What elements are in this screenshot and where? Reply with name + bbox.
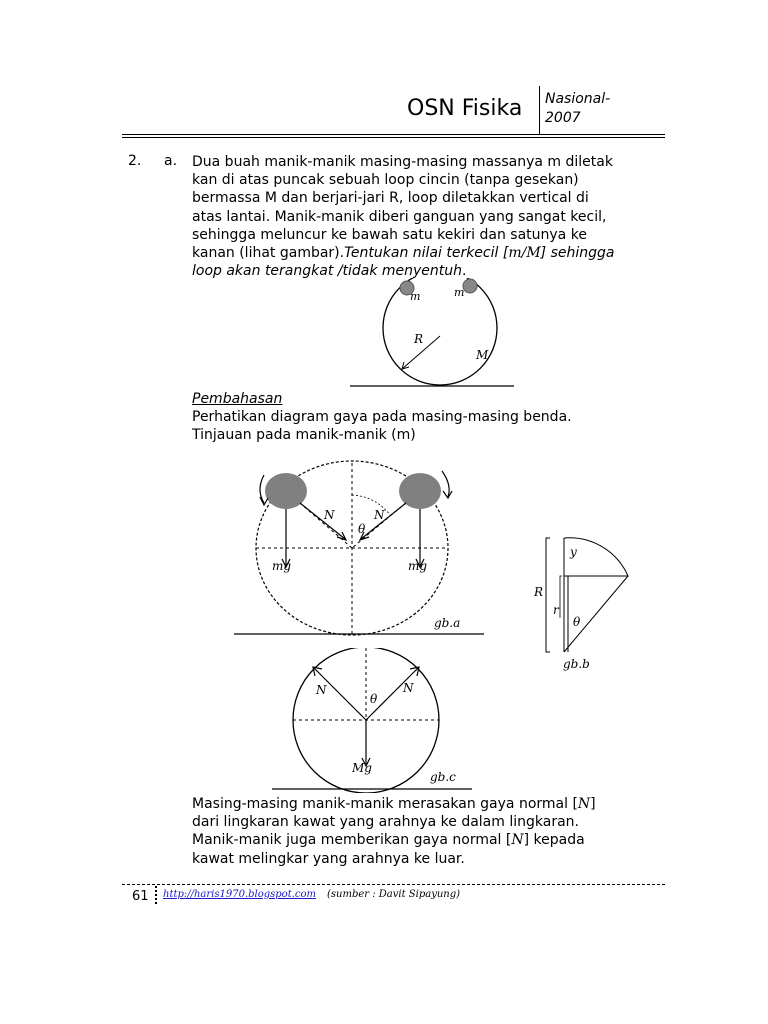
closing-line-3a: Manik-manik juga memberikan gaya normal [: [192, 832, 512, 849]
figure-c-caption: gb.c: [430, 770, 456, 784]
source-credit: (sumber : Davit Sipayung): [327, 889, 461, 900]
figure-b-R-bracket: [546, 538, 550, 652]
page-number: 61: [132, 889, 149, 904]
header-subtitle-line1: Nasional-: [545, 91, 611, 107]
loop-figure: [340, 278, 530, 392]
question-line-6-plain: kanan (lihat gambar).: [192, 245, 345, 262]
header-subtitle-line2: 2007: [545, 110, 581, 126]
closing-line-1a: Masing-masing manik-manik merasakan gaya normal [: [192, 796, 578, 812]
question-line-5: sehingga meluncur ke bawah satu kekiri dan satunya ke: [192, 226, 587, 243]
closing-line-4: kawat melingkar yang arahnya ke luar.: [192, 850, 465, 867]
discussion-heading: Pembahasan: [192, 391, 283, 407]
page-title: OSN Fisika: [407, 96, 523, 121]
discussion: [192, 390, 682, 445]
figure-b-label-theta: θ: [573, 615, 581, 629]
loop-circle: [383, 278, 497, 385]
figure-b-r-bracket: [560, 576, 562, 618]
discussion-line-1: Perhatikan diagram gaya pada masing-masing benda.: [192, 409, 572, 426]
figure-b-label-y: y: [570, 545, 577, 559]
figure-a-label-mg-right: mg: [408, 559, 428, 573]
question-ratio: m/M: [508, 245, 541, 262]
figure-c-label-N-left: N: [316, 683, 327, 697]
figure-c-label-N-right: N: [403, 681, 414, 695]
question-line-6-italic-end: ] sehingga: [540, 245, 615, 262]
closing-line-1: [192, 795, 682, 813]
figure-a-motion-arrowhead-right: [443, 491, 452, 498]
figure-c: [268, 648, 478, 793]
label-R: R: [414, 332, 424, 346]
figure-b-hypotenuse: [564, 576, 628, 652]
label-m-right: m: [454, 286, 465, 299]
figure-b-caption: gb.b: [563, 657, 590, 671]
figure-a-N-left-arrow: [300, 503, 345, 539]
question-number: 2.: [128, 153, 142, 169]
figure-c-label-Mg: Mg: [352, 761, 372, 775]
label-m-left: m: [410, 290, 421, 303]
question-line-3: bermassa M dan berjari-jari R, loop diletakkan vertical di: [192, 190, 589, 207]
figure-a-caption: gb.a: [434, 616, 461, 630]
question-line-2: kan di atas puncak sebuah loop cincin (tanpa gesekan): [192, 172, 579, 189]
question-line-7-end: .: [462, 263, 467, 280]
closing-paragraph: [192, 795, 682, 868]
figure-a: [230, 455, 490, 640]
figure-c-label-theta: θ: [370, 692, 378, 706]
header-divider: [539, 86, 540, 134]
question-line-6: [192, 244, 682, 262]
question-line-4: atas lantai. Manik-manik diberi ganguan yang sangat kecil,: [192, 208, 607, 225]
figure-a-label-mg-left: mg: [272, 559, 292, 573]
closing-line-3b: ] kepada: [523, 832, 585, 849]
header-rule-top: [122, 134, 665, 135]
footer-rule: [122, 884, 665, 885]
discussion-line-2: Tinjauan pada manik-manik (m): [192, 427, 416, 444]
bead-right: [463, 279, 477, 293]
figure-b: [528, 534, 638, 674]
label-M: M: [476, 348, 489, 362]
closing-line-1-N: N: [577, 796, 591, 812]
blog-link[interactable]: http://haris1970.blogspot.com: [163, 889, 317, 900]
closing-line-1b: ]: [590, 796, 596, 812]
figure-b-label-R: R: [534, 585, 544, 599]
figure-a-label-theta: θ: [358, 522, 366, 536]
footer-divider: [155, 886, 157, 904]
figure-a-label-N-left: N: [324, 508, 335, 522]
figure-a-label-N-right: N: [374, 508, 385, 522]
closing-line-2: dari lingkaran kawat yang arahnya ke dalam lingkaran.: [192, 814, 579, 831]
question-text: [192, 153, 682, 280]
question-line-7-italic: loop akan terangkat /tidak menyentuh: [192, 263, 463, 280]
closing-line-3: [192, 831, 682, 849]
question-line-1: Dua buah manik-manik masing-masing massanya m diletak: [192, 154, 613, 170]
figure-b-label-r: r: [553, 603, 559, 617]
figure-a-motion-arrow-right: [442, 471, 449, 497]
question-line-6-italic: Tentukan nilai terkecil [: [344, 245, 509, 262]
header-subtitle: [545, 90, 610, 128]
question-part: a.: [164, 153, 178, 169]
header-rule-bottom: [122, 137, 665, 138]
closing-line-3-N: N: [511, 832, 524, 849]
